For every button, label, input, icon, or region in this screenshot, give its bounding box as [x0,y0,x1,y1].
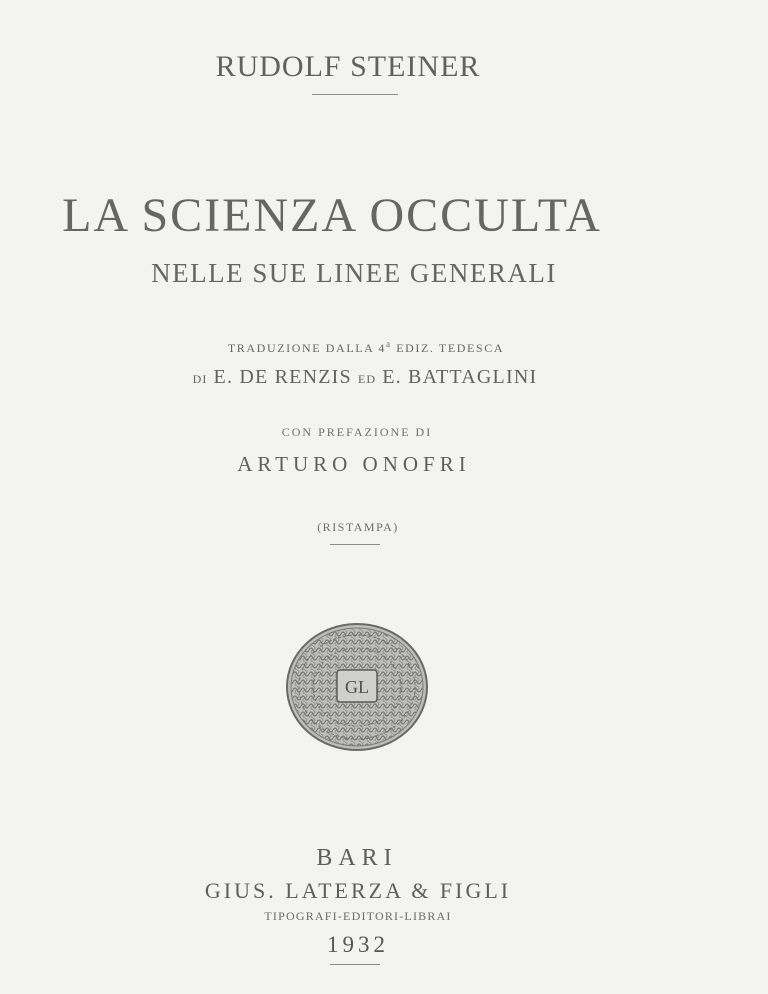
translators [0,366,749,389]
imprint-trade: TIPOGRAFI-EDITORI-LIBRAI [264,909,452,923]
year-rule [330,964,380,965]
preface-author: ARTURO ONOFRI [237,452,471,476]
translation-note-text-after: EDIZ. TEDESCA [391,341,505,355]
book-subtitle: NELLE SUE LINEE GENERALI [151,258,557,288]
reprint-rule [330,544,380,545]
author-name: RUDOLF STEINER [215,50,481,83]
imprint-city: BARI [316,845,398,871]
reprint-label: (RISTAMPA) [317,520,399,534]
preface-label: CON PREFAZIONE DI [281,425,433,439]
publisher-emblem-icon [285,622,429,752]
translation-note-superscript: a [386,339,392,349]
translators-prefix: DI [192,372,208,386]
imprint-year: 1932 [327,932,389,957]
translation-note-text: TRADUZIONE DALLA 4 [227,341,386,355]
imprint-publisher: GIUS. LATERZA & FIGLI [204,878,512,903]
translators-connector: ED [358,372,377,386]
translation-note [0,339,750,356]
translator-1: E. DE RENZIS [213,366,352,388]
author-rule [312,94,398,95]
translator-2: E. BATTAGLINI [382,366,538,388]
book-title: LA SCIENZA OCCULTA [62,189,602,242]
emblem-initials: GL [345,677,369,697]
